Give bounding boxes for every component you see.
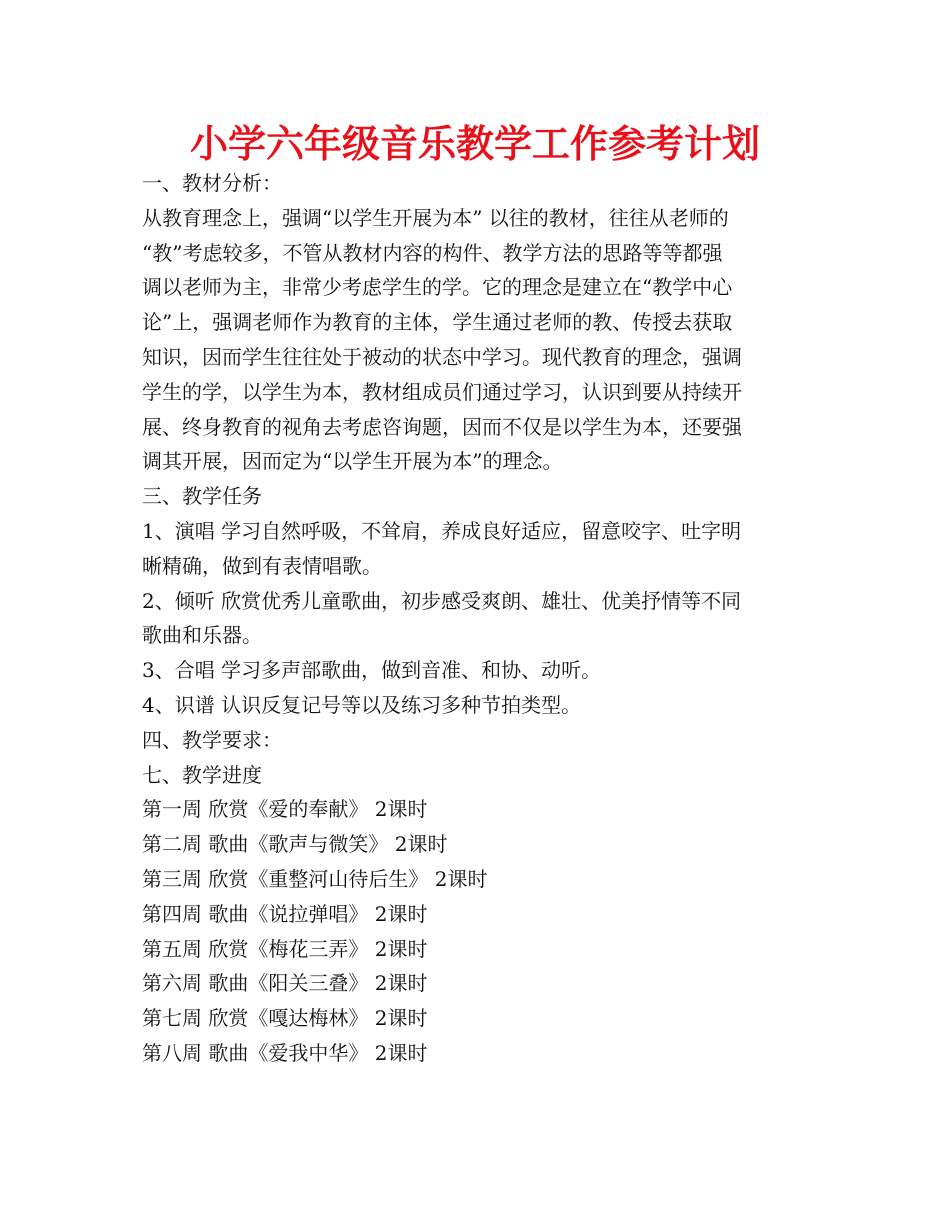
task-item-line: 2、倾听 欣赏优秀儿童歌曲，初步感受爽朗、雄壮、优美抒情等不同 xyxy=(142,588,742,613)
schedule-item: 第二周 歌曲《歌声与微笑》 2课时 xyxy=(142,832,448,857)
schedule-item: 第一周 欣赏《爱的奉献》 2课时 xyxy=(142,797,428,822)
paragraph-line: 从教育理念上，强调“以学生开展为本” 以往的教材，往往从老师的 xyxy=(142,205,729,230)
paragraph-line: 调以老师为主，非常少考虑学生的学。它的理念是建立在“教学中心 xyxy=(142,275,733,300)
paragraph-line: 论”上，强调老师作为教育的主体，学生通过老师的教、传授去获取 xyxy=(142,310,733,335)
task-item-line: 4、识谱 认识反复记号等以及练习多种节拍类型。 xyxy=(142,692,582,717)
schedule-item: 第七周 欣赏《嘎达梅林》 2课时 xyxy=(142,1006,428,1031)
document-body xyxy=(142,166,812,1071)
section-heading-schedule: 七、教学进度 xyxy=(142,762,262,787)
schedule-item: 第五周 欣赏《梅花三弄》 2课时 xyxy=(142,936,428,961)
section-heading-tasks: 三、教学任务 xyxy=(142,484,262,509)
schedule-item: 第三周 欣赏《重整河山待后生》 2课时 xyxy=(142,866,488,891)
section-heading-requirements: 四、教学要求： xyxy=(142,727,282,752)
schedule-item: 第六周 歌曲《阳关三叠》 2课时 xyxy=(142,971,428,996)
paragraph-line: 知识，因而学生往往处于被动的状态中学习。现代教育的理念，强调 xyxy=(142,344,742,369)
paragraph-line: “教”考虑较多，不管从教材内容的构件、教学方法的思路等等都强 xyxy=(142,240,723,265)
task-item-line: 1、演唱 学习自然呼吸，不耸肩，养成良好适应，留意咬字、吐字明 xyxy=(142,518,742,543)
schedule-item: 第八周 歌曲《爱我中华》 2课时 xyxy=(142,1040,428,1065)
task-item-line: 歌曲和乐器。 xyxy=(142,623,262,648)
schedule-item: 第四周 歌曲《说拉弹唱》 2课时 xyxy=(142,901,428,926)
paragraph-line: 调其开展，因而定为“以学生开展为本”的理念。 xyxy=(142,449,563,474)
paragraph-line: 展、终身教育的视角去考虑咨询题，因而不仅是以学生为本，还要强 xyxy=(142,414,742,439)
task-item-line: 3、合唱 学习多声部歌曲，做到音准、和协、动听。 xyxy=(142,658,602,683)
document-title: 小学六年级音乐教学工作参考计划 xyxy=(189,122,760,166)
paragraph-line: 学生的学，以学生为本，教材组成员们通过学习，认识到要从持续开 xyxy=(142,379,742,404)
section-heading-materials: 一、教材分析： xyxy=(142,171,282,195)
task-item-line: 晰精确，做到有表情唱歌。 xyxy=(142,553,382,578)
